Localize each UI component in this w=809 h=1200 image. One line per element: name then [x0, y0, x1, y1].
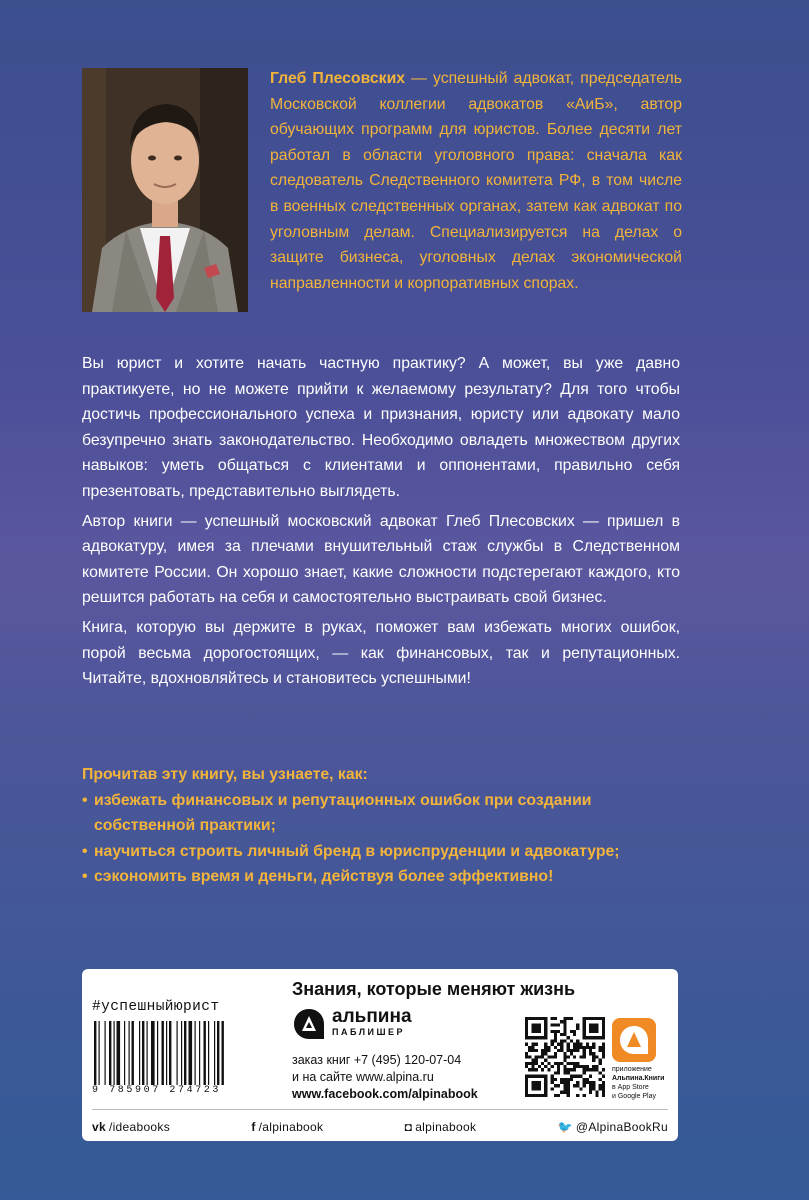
barcode — [92, 1021, 268, 1085]
author-name: Глеб Плесовских — [270, 70, 406, 87]
description-paragraph: Вы юрист и хотите начать частную практику? А может, вы уже давно практикуете, но не можете прийти к желаемому результату? Для того чтобы достичь профессионального успеха и признания, юристу или адвокату мало безупречно знать законодательство. Необходимо овладеть множеством других навыков: уметь общаться с клиентами и оппонентами, правильно себя презентовать, представительно выглядеть. — [82, 355, 680, 500]
social-twitter[interactable] — [558, 1120, 668, 1134]
list-item: • научиться строить личный бренд в юриспруденции и адвокатуре; — [82, 839, 680, 865]
barcode-digits: 9 785907 274723 — [92, 1085, 222, 1096]
order-phone: заказ книг +7 (495) 120-07-04 — [292, 1053, 462, 1067]
author-photo — [82, 68, 248, 312]
book-description — [82, 351, 680, 696]
app-caption: приложение Альпина.Книги в App Store и Google Play — [612, 1066, 665, 1100]
brand-subtitle: ПАБЛИШЕР — [332, 1027, 406, 1037]
author-bio — [270, 66, 682, 296]
brand-name: альпина — [332, 1006, 412, 1027]
social-instagram[interactable] — [405, 1120, 477, 1134]
learn-lead: Прочитав эту книгу, вы узнаете, как: — [82, 766, 368, 783]
twitter-icon: 🐦 — [557, 1120, 573, 1134]
description-paragraph: Книга, которую вы держите в руках, поможет вам избежать многих ошибок, порой весьма дорогостоящих, — как финансовых, так и репутационных. Читайте, вдохновляйтесь и становитесь успешными! — [82, 618, 680, 688]
facebook-link[interactable]: www.facebook.com/alpinabook — [292, 1087, 478, 1101]
learn-section — [82, 762, 680, 890]
tagline: Знания, которые меняют жизнь — [292, 979, 576, 999]
social-label: /alpinabook — [258, 1120, 324, 1134]
bullet: • — [82, 791, 88, 809]
social-facebook[interactable] — [251, 1120, 323, 1134]
bullet: • — [82, 868, 88, 886]
description-paragraph: Автор книги — успешный московский адвокат Глеб Плесовских — пришел в адвокатуру, имея за плечами внушительный стаж службы в Следственном комитете России. Он хорошо знает, какие сложности подстерегают каждого, кто решится работать на себя и самостоятельно выстраивать свой бизнес. — [82, 512, 680, 607]
social-vk[interactable] — [92, 1120, 170, 1134]
social-label: alpinabook — [415, 1120, 477, 1134]
social-label: /ideabooks — [108, 1120, 170, 1134]
contacts — [292, 1052, 478, 1103]
hashtag: #успешныйюрист — [92, 999, 220, 1015]
instagram-icon: ◘ — [404, 1120, 413, 1134]
list-item: • избежать финансовых и репутационных ошибок при создании собственной практики; — [82, 788, 680, 839]
social-links — [92, 1118, 668, 1136]
app-icon[interactable] — [612, 1018, 656, 1062]
social-label: @AlpinaBookRu — [575, 1120, 668, 1134]
publisher-panel — [82, 969, 678, 1141]
vk-icon: vk — [92, 1120, 106, 1134]
bullet: • — [82, 842, 88, 860]
list-item: • сэкономить время и деньги, действуя более эффективно! — [82, 864, 680, 890]
qr-code — [525, 1017, 605, 1097]
learn-list — [82, 788, 680, 890]
alpina-logo-icon — [292, 1007, 326, 1041]
divider — [92, 1109, 668, 1110]
site-line[interactable]: и на сайте www.alpina.ru — [292, 1070, 434, 1084]
facebook-icon: f — [251, 1120, 256, 1134]
author-bio-text: — успешный адвокат, председатель Московской коллегии адвокатов «АиБ», автор обучающих программ для юристов. Более десяти лет работал в области уголовного права: сначала как следователь Следственного комитета РФ, в том числе в военных следственных органах, затем как адвокат по уголовным делам. Специализируется на делах о защите бизнеса, уголовных делах экономической направленности и корпоративных спорах. — [270, 70, 682, 292]
